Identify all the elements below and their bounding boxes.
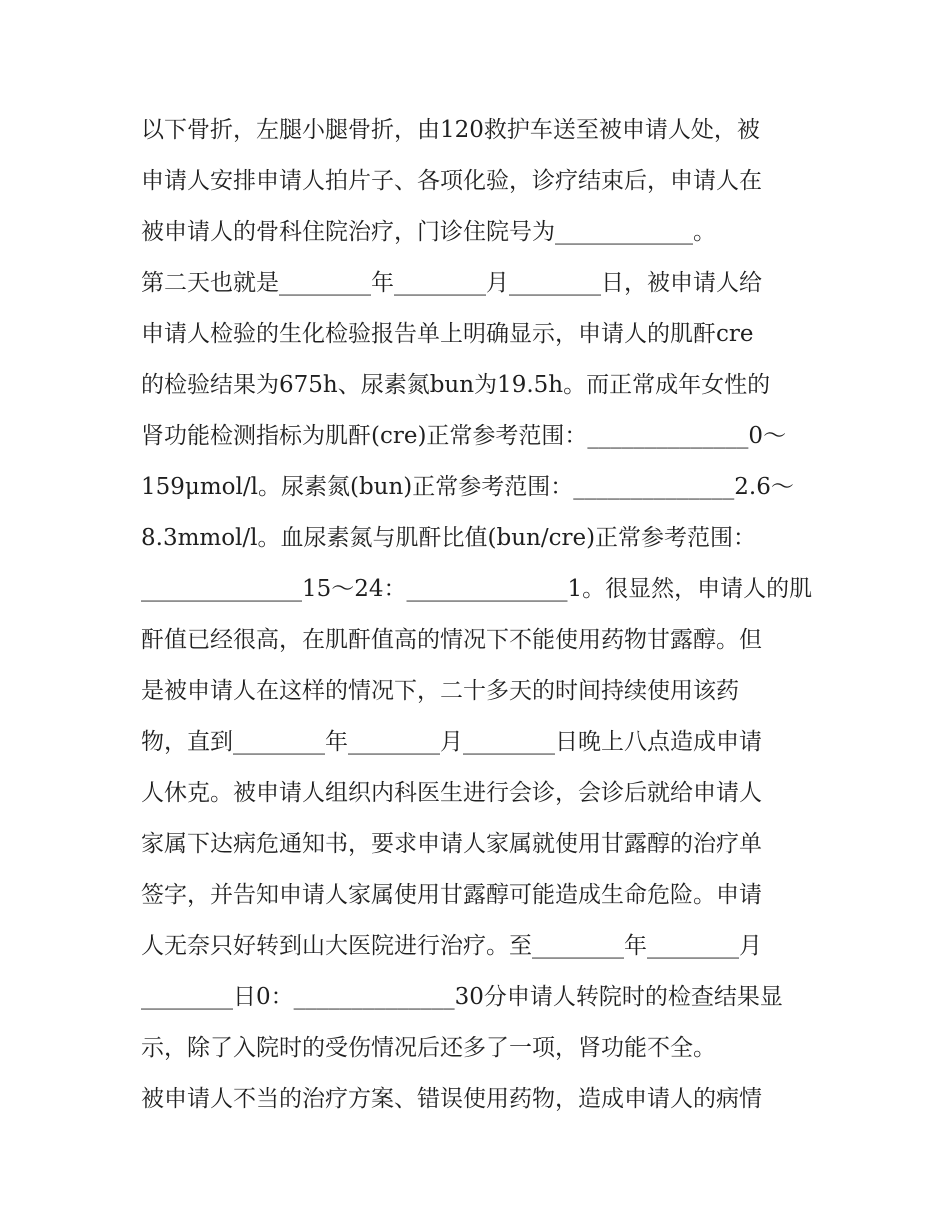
- text-line: 第二天也就是________年________月________日，被申请人给: [141, 270, 762, 296]
- text-line: 酐值已经很高，在肌酐值高的情况下不能使用药物甘露醇。但: [141, 627, 762, 653]
- text-line: 示，除了入院时的受伤情况后还多了一项，肾功能不全。: [141, 1035, 716, 1061]
- text-line: 以下骨折，左腿小腿骨折，由120救护车送至被申请人处，被: [141, 117, 760, 143]
- text-line: 被申请人的骨科住院治疗，门诊住院号为____________。: [141, 219, 716, 245]
- text-line: 8.3mmol/l。血尿素氮与肌酐比值(bun/cre)正常参考范围：: [141, 525, 757, 551]
- text-line: 被申请人不当的治疗方案、错误使用药物，造成申请人的病情: [141, 1086, 762, 1112]
- text-line: 申请人安排申请人拍片子、各项化验，诊疗结束后，申请人在: [141, 168, 762, 194]
- text-line: 签字，并告知申请人家属使用甘露醇可能造成生命危险。申请: [141, 882, 762, 908]
- text-line: 申请人检验的生化检验报告单上明确显示，申请人的肌酐cre: [141, 321, 754, 347]
- text-line: 肾功能检测指标为肌酐(cre)正常参考范围：______________0～: [141, 423, 787, 449]
- text-line: 人休克。被申请人组织内科医生进行会诊，会诊后就给申请人: [141, 780, 762, 806]
- text-line: 是被申请人在这样的情况下，二十多天的时间持续使用该药: [141, 678, 739, 704]
- text-line: ________日0：______________30分申请人转院时的检查结果显: [141, 984, 783, 1010]
- text-line: 159μmol/l。尿素氮(bun)正常参考范围：______________2.6～: [141, 474, 794, 500]
- text-line: ______________15～24：______________1。很显然，申请人的肌: [141, 576, 813, 602]
- text-line: 人无奈只好转到山大医院进行治疗。至________年________月: [141, 933, 762, 959]
- text-line: 物，直到________年________月________日晚上八点造成申请: [141, 729, 762, 755]
- text-line: 的检验结果为675h、尿素氮bun为19.5h。而正常成年女性的: [141, 372, 771, 398]
- body-text: [141, 110, 821, 1130]
- text-line: 家属下达病危通知书，要求申请人家属就使用甘露醇的治疗单: [141, 831, 762, 857]
